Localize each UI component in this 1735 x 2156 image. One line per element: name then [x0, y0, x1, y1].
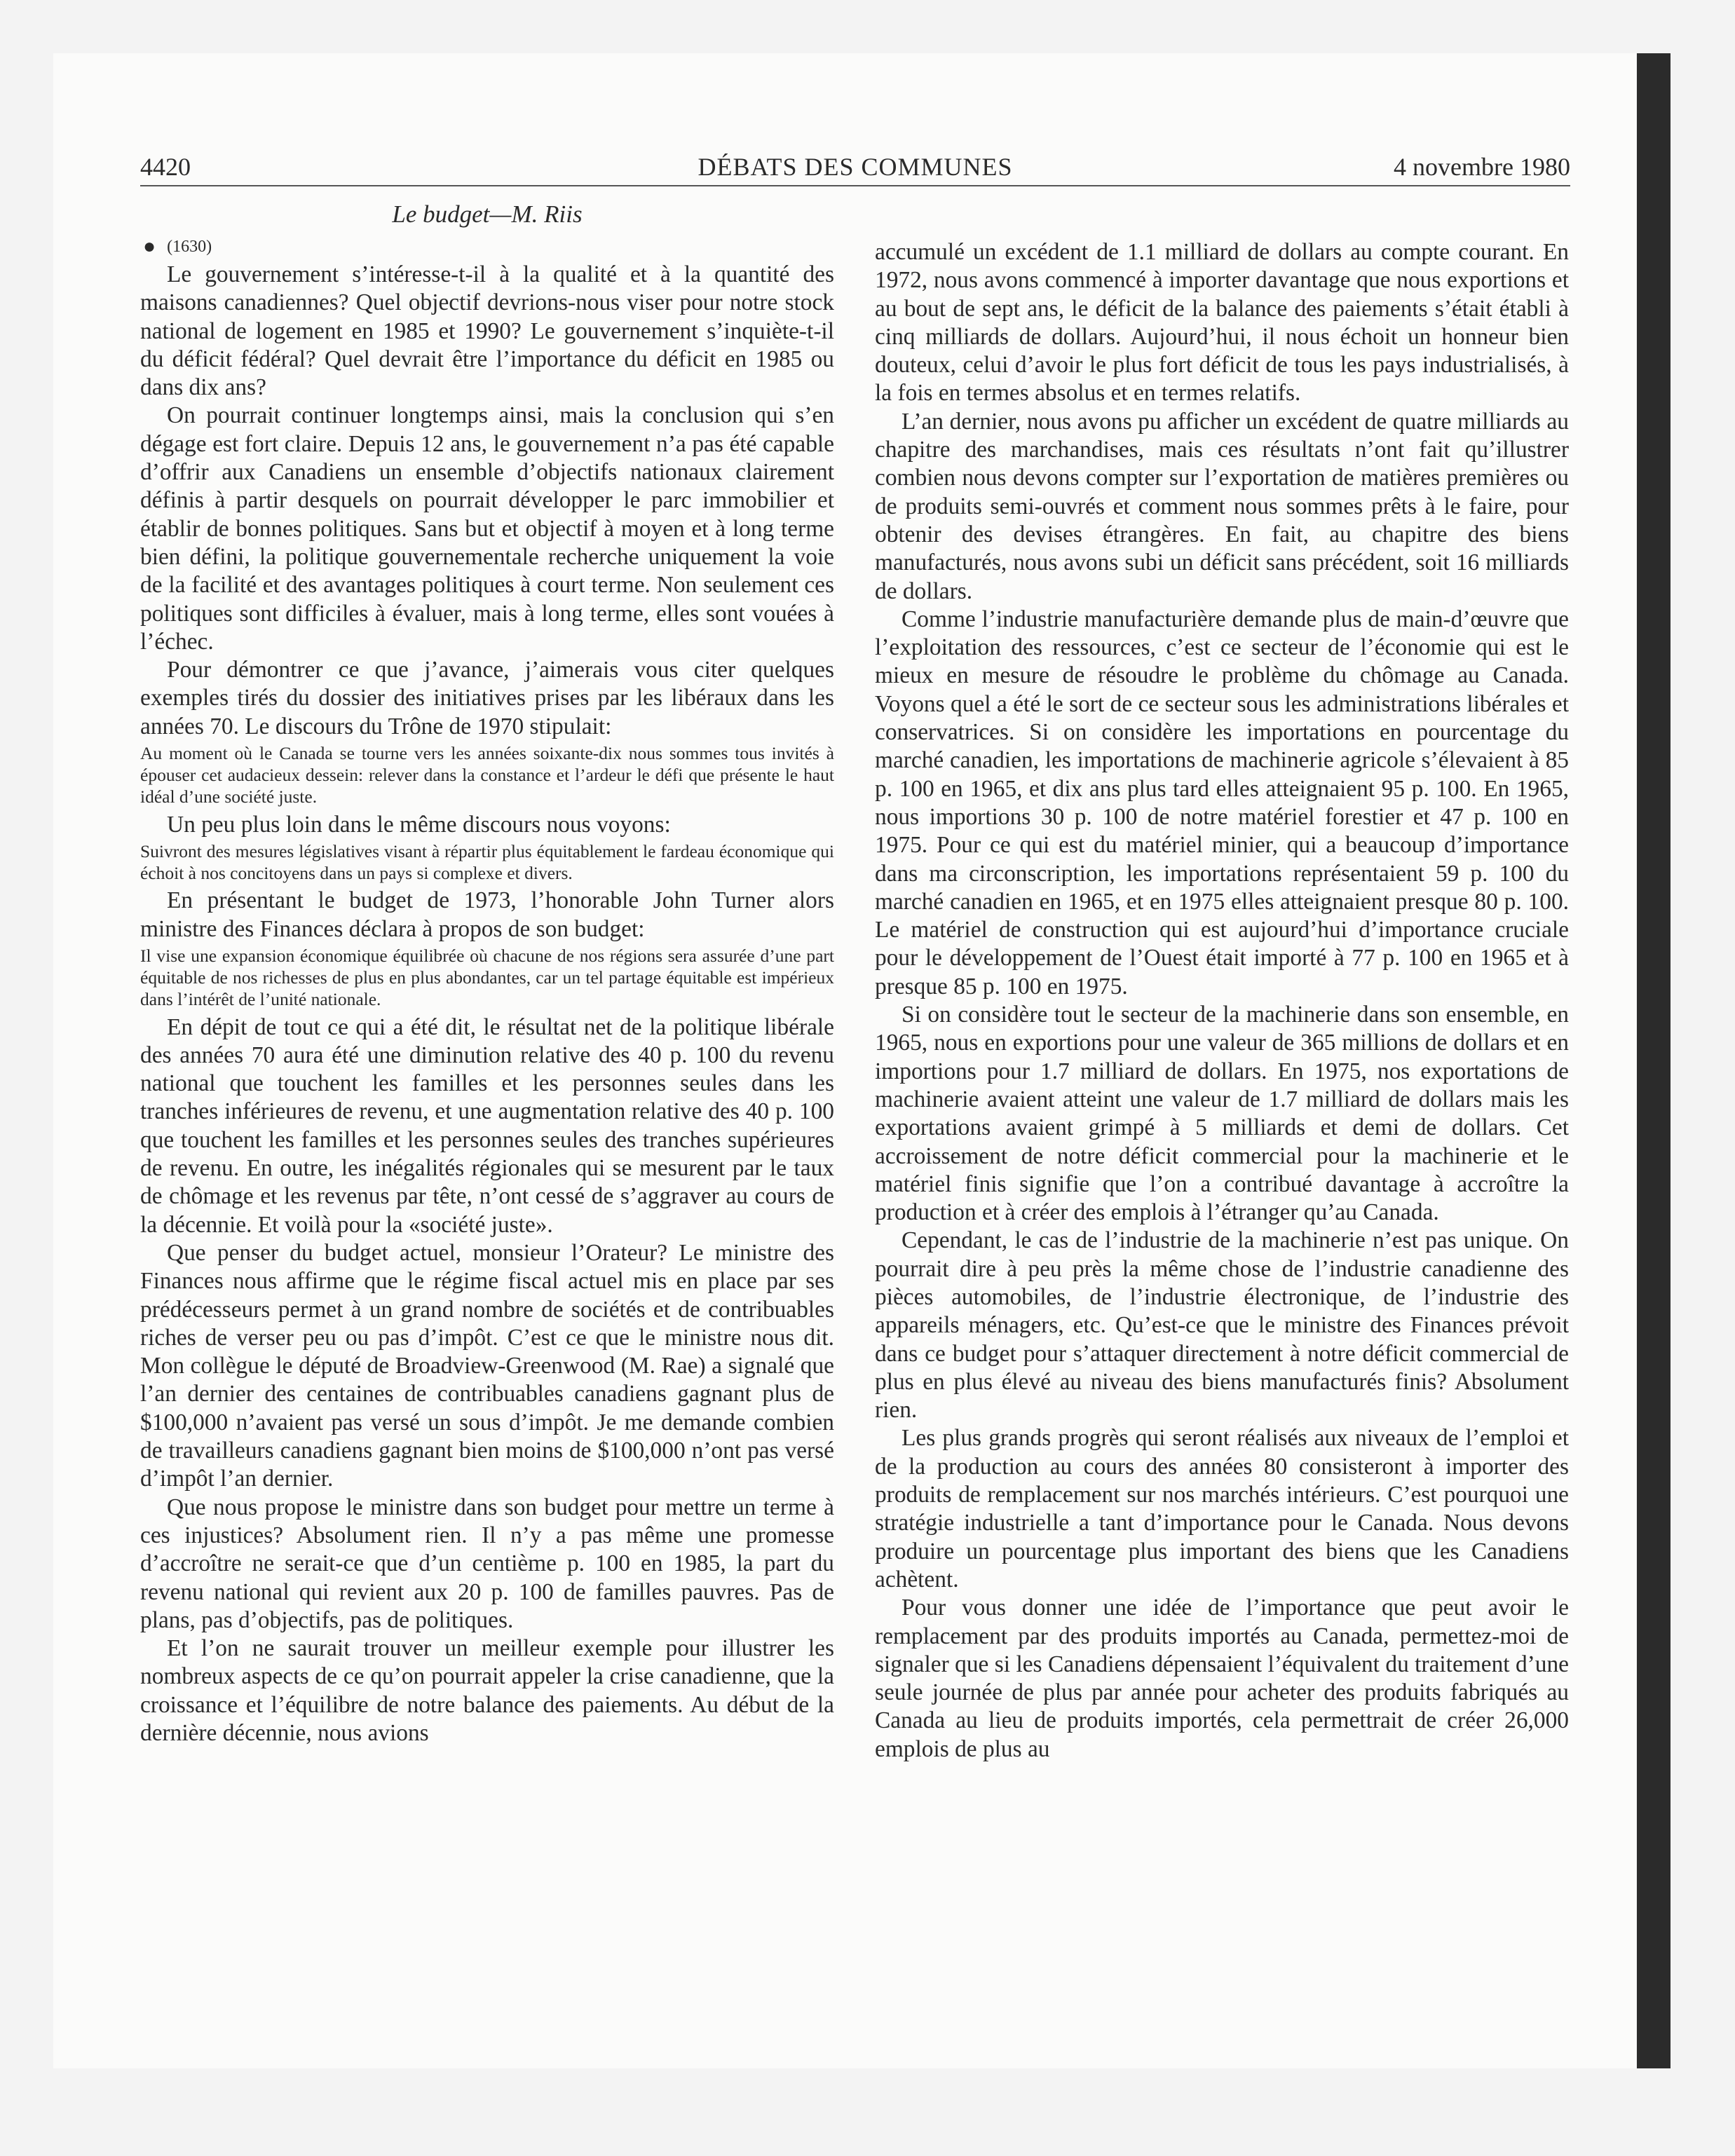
paragraph: Cependant, le cas de l’industrie de la machinerie n’est pas unique. On pourrait dire à peu près la même chose de l’industrie canadienne des pièces automobiles, de l’industrie électronique, de l’industrie des appareils ménagers, etc. Qu’est-ce que le ministre des Finances prévoit dans ce budget pour s’attaquer directement à notre déficit commercial de plus en plus élevé au niveau des biens manufacturés finis? Absolument rien. — [875, 1227, 1569, 1424]
paragraph: Et l’on ne saurait trouver un meilleur exemple pour illustrer les nombreux aspects de ce qu’on pourrait appeler la crise canadienne, que la croissance et l’équilibre de notre balance des paiements. Au début de la dernière décennie, nous avions — [140, 1635, 834, 1746]
paragraph: En dépit de tout ce qui a été dit, le résultat net de la politique libérale des années 70 aura été une diminution relative des 40 p. 100 du revenu national que touchent les familles et les personnes seules dans les tranches inférieures de revenu, et une augmentation relative des 40 p. 100 que touchent les familles et les personnes seules des tranches supérieures de revenu. En outre, les inégalités régionales qui se mesurent par le taux de chômage et les revenus par tête, n’ont cessé de s’aggraver au cours de la décennie. Et voilà pour la «société juste». — [140, 1014, 834, 1238]
paragraph: Un peu plus loin dans le même discours nous voyons: — [167, 811, 671, 838]
publication-title: DÉBATS DES COMMUNES — [698, 153, 1013, 181]
publication-date: 4 novembre 1980 — [1394, 153, 1570, 181]
paragraph: Comme l’industrie manufacturière demande plus de main-d’œuvre que l’exploitation des ressources, c’est ce secteur de l’économie qui est le mieux en mesure de résoudre le problème du chômage au Canada. Voyons quel a été le sort de ce secteur sous les administrations libérales et conservatrices. Si on considère les importations en pourcentage du marché canadien, les importations de machinerie agricole s’élevaient à 85 p. 100 en 1965, et dix ans plus tard elles atteignaient 95 p. 100. En 1965, nous importions 30 p. 100 de notre matériel forestier et 47 p. 100 en 1975. Pour ce qui est du matériel minier, qui a beaucoup d’importance dans ma circonscription, les importations représentaient 59 p. 100 du marché canadien en 1965, et en 1975 elles atteignaient presque 80 p. 100. Le matériel de construction qui est aujourd’hui d’importance cruciale pour le développement de l’Ouest était importé à 77 p. 100 en 1965 et à presque 85 p. 100 en 1975. — [875, 606, 1569, 999]
page-header — [140, 149, 1570, 186]
quotation: Au moment où le Canada se tourne vers les années soixante-dix nous sommes tous invités à épouser cet audacieux dessein: relever dans la constance et l’ardeur le défi que présente le haut idéal d’une société juste. — [140, 743, 834, 807]
time-marker — [140, 233, 834, 261]
paragraph: Que nous propose le ministre dans son budget pour mettre un terme à ces injustices? Absolument rien. Il n’y a pas même une promesse d’accroître ne serait-ce que d’un centième p. 100 en 1985, la part du revenu national qui revient aux 20 p. 100 de familles pauvres. Pas de plans, pas d’objectifs, pas de politiques. — [140, 1494, 834, 1633]
paragraph: Pour démontrer ce que j’avance, j’aimerais vous citer quelques exemples tirés du dossier des initiatives prises par les libéraux dans les années 70. Le discours du Trône de 1970 stipulait: — [140, 657, 834, 739]
paragraph: Le gouvernement s’intéresse-t-il à la qualité et à la quantité des maisons canadiennes? Quel objectif devrions-nous viser pour notre stock national de logement en 1985 et 1990? Le gouvernement s’inquiète-t-il du déficit fédéral? Quel devrait être l’importance du déficit en 1985 ou dans dix ans? — [140, 261, 834, 401]
quotation: Suivront des mesures législatives visant à répartir plus équitablement le fardeau économique qui échoit à nos concitoyens dans un pays si complexe et divers. — [140, 840, 834, 884]
paragraph: Pour vous donner une idée de l’importance que peut avoir le remplacement par des produits importés au Canada, permettez-moi de signaler que si les Canadiens dépensaient l’équivalent du traitement d’une seule journée de plus par année pour acheter des produits fabriqués au Canada au lieu de produits importés, cela permettrait de créer 26,000 emplois de plus au — [875, 1595, 1569, 1762]
left-column — [140, 198, 834, 1747]
paragraph: Que penser du budget actuel, monsieur l’Orateur? Le ministre des Finances nous affirme que le régime fiscal actuel mis en place par ses prédécesseurs permet à un grand nombre de sociétés et de contribuables riches de verser peu ou pas d’impôt. C’est ce que le ministre nous dit. Mon collègue le député de Broadview-Greenwood (M. Rae) a signalé que l’an dernier des centaines de contribuables canadiens gagnant plus de $100,000 n’avaient pas versé un sous d’impôt. Je me demande combien de travailleurs canadiens gagnant bien moins de $100,000 n’ont pas versé d’impôt l’an dernier. — [140, 1239, 834, 1492]
quotation: Il vise une expansion économique équilibrée où chacune de nos régions sera assurée d’une part équitable de nos richesses de plus en plus abondantes, car un tel partage équitable est impérieux dans l’intérêt de l’unité nationale. — [140, 945, 834, 1010]
bullet-dot-icon: ● — [143, 235, 156, 258]
page-number: 4420 — [140, 153, 191, 181]
section-subheading: Le budget—M. Riis — [392, 200, 583, 228]
paragraph: Les plus grands progrès qui seront réalisés aux niveaux de l’emploi et de la production au cours des années 80 consisteront à importer des produits de remplacement sur nos marchés intérieurs. C’est pourquoi une stratégie industrielle a tant d’importance pour le Canada. Nous devons produire un pourcentage plus important des biens que les Canadiens achètent. — [875, 1425, 1569, 1592]
time-marker-text: (1630) — [167, 238, 212, 256]
paragraph-continuation: accumulé un excédent de 1.1 milliard de dollars au compte courant. En 1972, nous avons commencé à importer davantage que nous exportions et au bout de sept ans, le déficit de la balance des paiements s’était établi à cinq milliards de dollars. Aujourd’hui, il nous échoit un honneur bien douteux, celui d’avoir le plus fort déficit de tous les pays industrialisés, à la fois en termes absolus et en termes relatifs. — [875, 239, 1569, 407]
paragraph: L’an dernier, nous avons pu afficher un excédent de quatre milliards au chapitre des marchandises, mais ces résultats n’ont fait qu’illustrer combien nous devons compter sur l’exportation de matières premières ou de produits semi-ouvrés et comment nous sommes prêts à le faire, pour obtenir des devises étrangères. En fait, au chapitre des biens manufacturés, nous avons subi un déficit sans précédent, soit 16 milliards de dollars. — [875, 408, 1569, 604]
paragraph: Si on considère tout le secteur de la machinerie dans son ensemble, en 1965, nous en exportions pour une valeur de 365 millions de dollars et en importions pour 1.7 milliard de dollars. En 1975, nos exportations de machinerie avaient atteint une valeur de 1.7 milliard de dollars mais les exportations avaient grimpé à 5 milliards et demi de dollars. Cet accroissement de notre déficit commercial pour la machinerie et le matériel finis signifie que l’on a contribué davantage à accroître la production et à créer des emplois à l’étranger qu’au Canada. — [875, 1002, 1569, 1226]
paragraph: On pourrait continuer longtemps ainsi, mais la conclusion qui s’en dégage est fort claire. Depuis 12 ans, le gouvernement n’a pas été capable d’offrir aux Canadiens un ensemble d’objectifs nationaux clairement définis à partir desquels on pourrait développer le parc immobilier et établir de bonnes politiques. Sans but et objectif à moyen et à long terme bien défini, la politique gouvernementale recherche uniquement la voie de la facilité et des avantages politiques à court terme. Non seulement ces politiques sont difficiles à évaluer, mais à long terme, elles sont vouées à l’échec. — [140, 402, 834, 655]
scan-edge-bar — [1637, 53, 1671, 2068]
right-column — [875, 238, 1569, 1763]
paragraph: En présentant le budget de 1973, l’honorable John Turner alors ministre des Finances déclara à propos de son budget: — [140, 887, 834, 942]
